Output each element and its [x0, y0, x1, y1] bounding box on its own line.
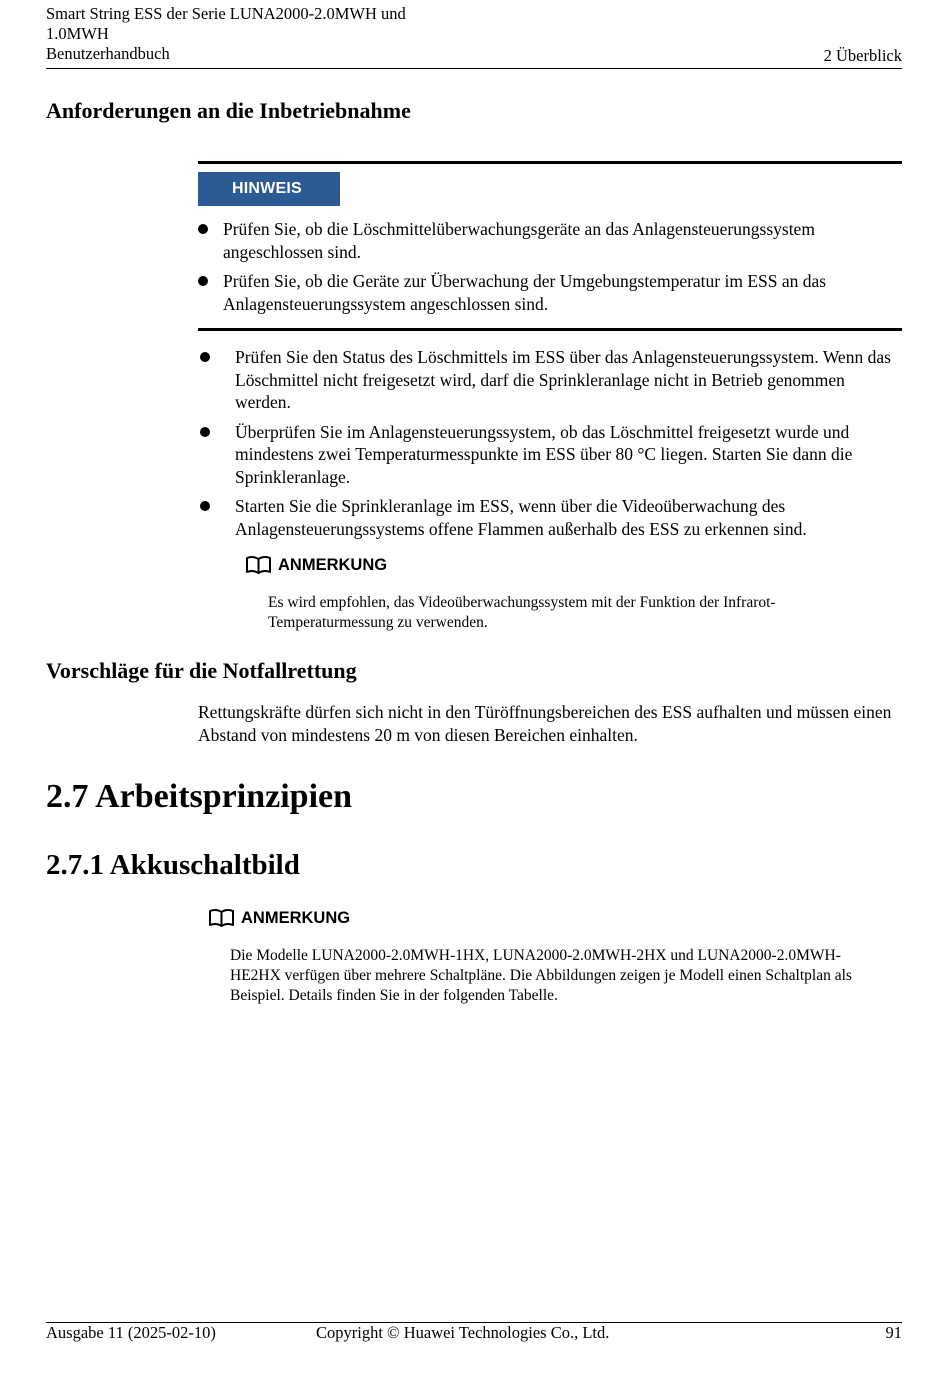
section-heading-commissioning: Anforderungen an die Inbetriebnahme [46, 98, 411, 123]
bullet-icon [200, 427, 210, 437]
commissioning-list [198, 346, 898, 540]
list-item-text: Prüfen Sie den Status des Löschmittels im ESS über das Anlagensteuerungssystem. Wenn das Löschmittel nicht freigesetzt wird, darf die Sprinkleranlage nicht in Betrieb genommen werden. [235, 347, 891, 412]
header-title-line2: 1.0MWH [46, 24, 109, 43]
section-heading-2-7: 2.7 Arbeitsprinzipien [46, 778, 353, 815]
note-label: ANMERKUNG [278, 556, 388, 574]
header-divider [46, 68, 902, 69]
header-title-line1: Smart String ESS der Serie LUNA2000-2.0MWH und [46, 4, 406, 23]
note-text: Es wird empfohlen, das Videoüberwachungssystem mit der Funktion der Infrarot-Temperaturmessung zu verwenden. [268, 594, 776, 631]
header-doc-title [46, 4, 506, 64]
footer-edition: Ausgabe 11 (2025-02-10) [46, 1323, 216, 1342]
header-subtitle: Benutzerhandbuch [46, 44, 170, 63]
notice-item-text: Prüfen Sie, ob die Geräte zur Überwachung der Umgebungstemperatur im ESS an das Anlagensteuerungssystem angeschlossen sind. [223, 271, 827, 314]
list-item [198, 421, 898, 489]
book-icon [245, 555, 272, 575]
section-heading-rescue: Vorschläge für die Notfallrettung [46, 658, 357, 683]
book-icon [208, 908, 235, 928]
footer-copyright: Copyright © Huawei Technologies Co., Ltd. [316, 1323, 610, 1342]
notice-top-rule [198, 161, 902, 164]
notice-item-text: Prüfen Sie, ob die Löschmittelüberwachungsgeräte an das Anlagensteuerungssystem angeschlossen sind. [223, 219, 815, 262]
section-heading-2-7-1: 2.7.1 Akkuschaltbild [46, 849, 300, 881]
note-heading [208, 907, 350, 929]
notice-list-item [198, 270, 878, 315]
list-item [198, 495, 898, 540]
notice-bottom-rule [198, 328, 902, 331]
bullet-icon [198, 224, 208, 234]
notice-badge: HINWEIS [198, 172, 340, 206]
list-item-text: Starten Sie die Sprinkleranlage im ESS, wenn über die Videoüberwachung des Anlagensteuerungssystems offene Flammen außerhalb des ESS zu erkennen sind. [235, 496, 807, 539]
rescue-paragraph: Rettungskräfte dürfen sich nicht in den Türöffnungsbereichen des ESS aufhalten und müssen einen Abstand von mindestens 20 m von diesen Bereichen einhalten. [198, 702, 892, 745]
bullet-icon [200, 352, 210, 362]
list-item-text: Überprüfen Sie im Anlagensteuerungssystem, ob das Löschmittel freigesetzt wurde und mindestens zwei Temperaturmesspunkte im ESS über 80 °C liegen. Starten Sie dann die Sprinkleranlage. [235, 421, 853, 487]
note-heading [245, 554, 387, 576]
bullet-icon [198, 276, 208, 286]
list-item [198, 346, 898, 414]
bullet-icon [200, 501, 210, 511]
note-label: ANMERKUNG [241, 909, 351, 927]
notice-list [198, 218, 878, 315]
notice-list-item [198, 218, 878, 263]
note-text: Die Modelle LUNA2000-2.0MWH-1HX, LUNA2000-2.0MWH-2HX und LUNA2000-2.0MWH-HE2HX verfügen über mehrere Schaltpläne. Die Abbildungen zeigen je Modell einen Schaltplan als Beispiel. Details finden Sie in der folgenden Tabelle. [230, 947, 852, 1004]
header-chapter: 2 Überblick [823, 46, 902, 65]
footer-page-number: 91 [885, 1323, 902, 1342]
